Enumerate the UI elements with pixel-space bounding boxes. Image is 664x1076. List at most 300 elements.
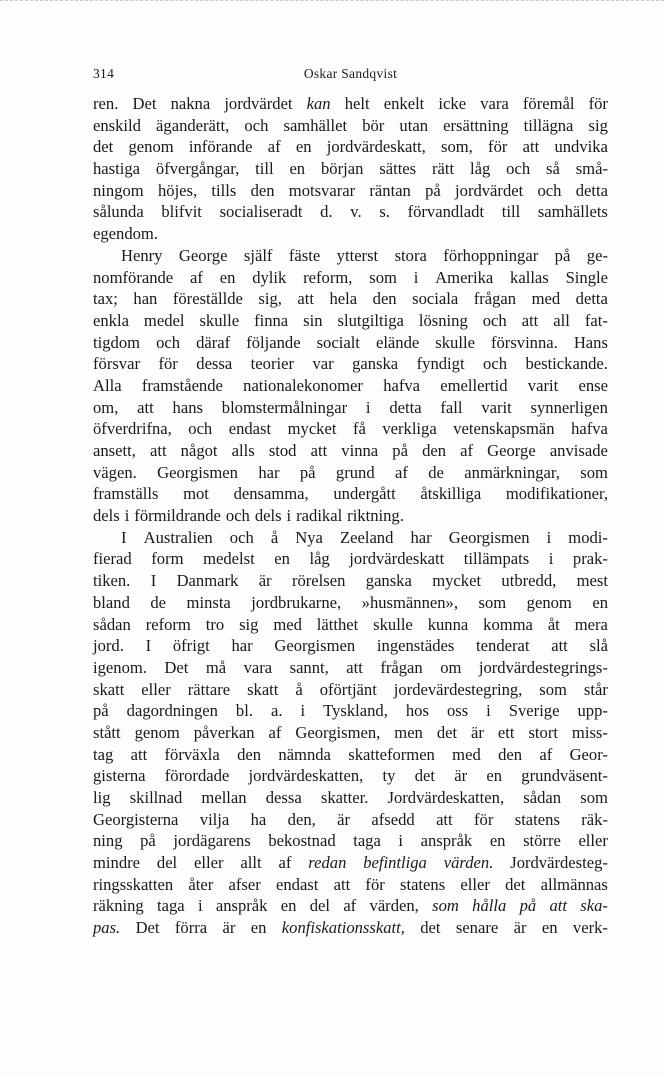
text-line: [93, 353, 608, 375]
word: fall: [440, 397, 463, 417]
word: George: [178, 245, 228, 265]
word: nämnda: [278, 744, 331, 764]
word: nakna: [170, 94, 211, 113]
word: »husmännen»,: [361, 592, 458, 612]
word: som: [580, 788, 608, 807]
word: I: [121, 527, 127, 547]
word: i: [286, 506, 292, 526]
text-line: [93, 895, 608, 917]
word: gisterna: [93, 766, 146, 786]
word: Sverige: [508, 701, 560, 721]
word: afsedd: [371, 809, 415, 829]
word: ense: [578, 375, 608, 395]
word: mot: [183, 484, 209, 504]
text-line: [93, 765, 608, 787]
word: skillnad: [129, 788, 183, 807]
word: om: [440, 657, 462, 677]
word: v.: [350, 202, 362, 222]
word: äganderätt,: [156, 115, 230, 135]
word: utan: [399, 115, 428, 135]
word: är: [471, 722, 484, 742]
word: införande: [188, 137, 253, 157]
text-line: [93, 917, 608, 939]
word: förra: [174, 918, 208, 938]
word: för: [158, 354, 178, 374]
word: dels: [93, 506, 120, 526]
text-line: [93, 223, 608, 245]
word: detta: [389, 397, 422, 417]
word: att: [522, 137, 540, 157]
word: befintliga: [363, 853, 427, 873]
word: en: [219, 267, 236, 287]
word: Georgisterna: [93, 809, 179, 829]
word: allmännas: [540, 874, 608, 894]
word: något: [180, 441, 218, 460]
word: vetenskapsmän: [453, 419, 555, 439]
word: Jordvärdeskatten,: [387, 788, 505, 807]
word: å: [270, 527, 279, 547]
word: emellertid: [440, 375, 508, 395]
word: ty: [382, 766, 396, 786]
word: Det: [132, 94, 157, 113]
text-line: [93, 483, 608, 505]
word: af: [343, 896, 357, 916]
word: för: [588, 94, 608, 113]
word: står: [583, 679, 608, 699]
word: samhällets: [537, 202, 608, 222]
word: ingenstädes: [376, 636, 455, 656]
word: slå: [589, 636, 608, 656]
word: försvinna.: [490, 332, 558, 352]
word: dagordningen: [126, 701, 218, 721]
word: sin: [303, 310, 323, 330]
word: vägen.: [93, 462, 137, 482]
word: en: [592, 592, 608, 612]
word: anvisade: [549, 441, 608, 460]
word: en: [486, 766, 503, 786]
word: till: [501, 202, 521, 222]
word: tills: [211, 180, 237, 200]
word: a.: [270, 701, 283, 721]
word: jordägarens: [173, 831, 251, 851]
word: att: [149, 441, 167, 460]
word: till: [255, 159, 274, 179]
word: oförtjänt: [319, 679, 377, 699]
word: undergått: [333, 484, 396, 504]
word: all: [553, 310, 570, 330]
word: kan: [306, 94, 331, 113]
word: allt: [240, 853, 262, 873]
word: eller: [460, 874, 490, 894]
word: eller: [141, 679, 171, 699]
word: små-: [575, 159, 608, 179]
text-line: [93, 830, 608, 852]
word: afser: [228, 874, 261, 894]
word: dels: [254, 506, 282, 526]
word: blifvit: [161, 202, 202, 222]
word: sannt,: [289, 657, 329, 677]
word: framställs: [93, 484, 159, 504]
word: den: [237, 744, 262, 764]
word: en: [250, 918, 267, 938]
word: att: [436, 809, 453, 829]
word: anspråk: [215, 896, 268, 916]
word: George: [487, 441, 536, 460]
word: föreställde: [172, 289, 243, 309]
word: vilja: [199, 809, 230, 829]
word: de: [150, 592, 167, 612]
word: ett: [497, 722, 515, 742]
word: må: [205, 657, 227, 677]
word: af: [460, 441, 474, 460]
word: hafva: [571, 419, 608, 439]
word: början: [320, 159, 364, 179]
word: att: [551, 636, 568, 656]
word: på: [425, 180, 441, 200]
word: tillämpats: [463, 549, 530, 569]
word: att: [333, 874, 351, 894]
word: är: [258, 571, 272, 591]
word: taga: [353, 831, 381, 851]
word: Georgismen: [157, 462, 238, 482]
word: icke: [438, 94, 467, 113]
word: upp-: [577, 701, 608, 721]
word: den: [422, 441, 447, 460]
word: hos: [405, 701, 429, 721]
word: samhället: [283, 115, 348, 135]
word: frågan: [473, 289, 517, 309]
word: helt: [344, 94, 370, 113]
word: ansett,: [93, 441, 136, 460]
text-line: [93, 809, 608, 831]
word: på: [392, 441, 408, 460]
word: blomstermålningar: [221, 397, 348, 417]
word: jordbrukarne,: [251, 592, 342, 612]
word: modi-: [568, 527, 608, 547]
word: i: [546, 527, 552, 547]
word: värden,: [369, 896, 419, 916]
word: en: [274, 549, 290, 569]
word: det: [436, 722, 458, 742]
word: få: [352, 419, 366, 439]
word: i: [365, 397, 371, 417]
word: Georgismen: [274, 636, 356, 656]
text-line: [93, 136, 608, 158]
text-line: [93, 267, 608, 289]
word: och: [482, 310, 507, 330]
word: anmärkningar,: [464, 462, 560, 482]
word: som: [478, 592, 507, 612]
word: medel: [143, 310, 185, 330]
word: för: [474, 809, 494, 829]
word: jord.: [93, 636, 124, 656]
word: Danmark: [176, 571, 239, 591]
word: som: [580, 462, 608, 482]
word: hela: [329, 289, 358, 309]
word: stod: [268, 441, 297, 460]
word: Geor-: [569, 744, 608, 764]
word: den: [498, 744, 523, 764]
word: Georgismen,: [295, 722, 381, 742]
word: för: [365, 874, 385, 894]
word: alls: [231, 441, 255, 460]
word: själf: [243, 245, 273, 265]
text-line: [93, 505, 608, 527]
word: den: [372, 289, 397, 309]
word: teorier: [250, 354, 294, 374]
word: ge-: [586, 245, 608, 265]
word: förhoppningar: [443, 245, 539, 265]
scan-edge: [0, 0, 664, 4]
word: skatt: [247, 679, 279, 699]
word: på: [93, 701, 109, 721]
word: att: [346, 657, 363, 677]
word: egendom.: [93, 224, 158, 244]
word: socialiseradt: [219, 202, 303, 222]
word: det: [93, 137, 114, 157]
word: genom: [128, 137, 174, 157]
word: det: [505, 874, 526, 894]
word: oss: [446, 701, 469, 721]
word: räntan: [369, 180, 411, 200]
word: hafva: [383, 375, 421, 395]
text-line: [93, 787, 608, 809]
word: med: [531, 289, 561, 309]
word: grundväsent-: [521, 766, 608, 786]
word: genom: [134, 722, 180, 742]
word: bestickande.: [525, 354, 608, 374]
word: hastiga: [93, 159, 141, 179]
word: jordvärdeskatten,: [248, 766, 364, 786]
word: jordvärdestegrings-: [478, 657, 608, 677]
word: vara: [480, 94, 509, 113]
word: lig: [93, 788, 111, 807]
word: att: [130, 744, 148, 764]
word: det: [414, 766, 435, 786]
word: öfvergångar,: [155, 159, 240, 179]
word: ringsskatten: [93, 874, 174, 894]
word: mest: [576, 571, 608, 591]
text-line: [93, 592, 608, 614]
word: bland: [93, 592, 130, 612]
running-head: Oskar Sandqvist: [303, 66, 398, 81]
word: som: [539, 679, 567, 699]
word: och: [156, 332, 181, 352]
word: de: [428, 462, 444, 482]
word: mellan: [201, 788, 247, 807]
word: och: [506, 159, 531, 179]
text-line: [93, 679, 608, 701]
word: tax;: [93, 289, 118, 309]
word: har: [410, 527, 432, 547]
word: elände: [375, 332, 420, 352]
word: Nya: [295, 527, 323, 547]
text-line: [93, 201, 608, 223]
word: och: [188, 419, 213, 439]
word: att: [310, 441, 328, 460]
word: enkelt: [383, 94, 425, 113]
word: densamma,: [233, 484, 309, 504]
word: öfverdrifna,: [93, 419, 172, 439]
word: sådan: [93, 614, 131, 634]
word: del: [156, 853, 178, 873]
word: rörelsen: [291, 571, 346, 591]
word: socialt: [316, 332, 360, 352]
word: eller: [194, 853, 224, 873]
word: konfiskationsskatt,: [281, 918, 405, 938]
word: statens: [514, 809, 560, 829]
word: Alla: [93, 375, 122, 395]
word: höjes,: [157, 180, 198, 200]
word: Henry: [121, 245, 163, 265]
word: sociala: [412, 289, 459, 309]
text-line: [93, 180, 608, 202]
word: d.: [320, 202, 333, 222]
word: Georgismen: [448, 527, 530, 547]
word: att: [549, 896, 567, 916]
word: om,: [93, 397, 119, 417]
word: och: [483, 354, 507, 374]
text-line: [93, 527, 608, 549]
word: nationalekonomer: [243, 375, 363, 395]
word: genom: [526, 592, 572, 612]
word: taga: [157, 896, 185, 916]
word: Australien: [143, 527, 213, 547]
word: minsta: [186, 592, 231, 612]
word: ren.: [93, 94, 119, 113]
word: I: [145, 636, 152, 656]
word: form: [151, 549, 184, 569]
word: fäste: [288, 245, 321, 265]
word: modifikationer,: [505, 484, 608, 504]
text-line: [93, 397, 608, 419]
word: skatter.: [320, 788, 369, 807]
word: i: [398, 831, 404, 851]
word: radikal: [296, 506, 343, 526]
word: skatteformen: [348, 744, 435, 764]
word: Zeeland: [339, 527, 394, 547]
word: lösning: [418, 310, 468, 330]
word: föremål: [522, 94, 575, 113]
word: Amerika: [435, 267, 494, 287]
word: frågan: [380, 657, 423, 677]
word: tigdom: [93, 332, 141, 352]
text-line: [93, 310, 608, 332]
word: den: [250, 180, 275, 200]
word: anspråk: [420, 831, 473, 851]
word: i: [548, 549, 554, 569]
word: ning: [93, 831, 123, 851]
word: påverkan: [193, 722, 255, 742]
word: verkliga: [382, 419, 437, 439]
text-line: [93, 614, 608, 636]
word: skulle: [199, 310, 240, 330]
word: jordvärdet: [224, 94, 293, 113]
word: är: [222, 918, 236, 938]
word: har: [258, 462, 280, 482]
word: reform: [145, 614, 191, 634]
word: vara: [243, 657, 273, 677]
word: en: [280, 896, 297, 916]
word: att: [297, 289, 314, 309]
word: tenderat: [476, 636, 530, 656]
text-line: [93, 332, 608, 354]
word: stora: [394, 245, 427, 265]
word: ha: [250, 809, 267, 829]
word: af: [539, 744, 553, 764]
word: på: [554, 245, 571, 265]
word: ersättning: [443, 115, 509, 135]
word: enkla: [93, 310, 129, 330]
word: öfrigt: [172, 636, 210, 656]
word: af: [267, 137, 281, 157]
word: så: [546, 159, 560, 179]
word: i: [197, 896, 203, 916]
word: på: [299, 462, 316, 482]
word: vinna: [341, 441, 379, 460]
word: af: [190, 267, 203, 287]
text-line: [93, 700, 608, 722]
word: Single: [565, 267, 608, 287]
word: stort: [528, 722, 558, 742]
text-line: [93, 245, 608, 267]
word: jordvärdeskatt,: [326, 137, 426, 157]
word: af: [394, 462, 408, 482]
word: finna: [254, 310, 289, 330]
text-line: [93, 852, 608, 874]
word: och: [225, 506, 250, 526]
word: är: [513, 918, 527, 938]
word: med: [452, 744, 481, 764]
text-line: [93, 548, 608, 570]
word: utbredd,: [501, 571, 557, 591]
word: Det: [164, 657, 189, 677]
word: mycket: [432, 571, 482, 591]
word: i: [486, 701, 491, 721]
word: värden.: [443, 853, 494, 873]
word: jordvärdet: [455, 180, 524, 200]
word: för: [488, 137, 508, 157]
word: och: [229, 527, 254, 547]
word: däraf: [196, 332, 231, 352]
word: en: [489, 831, 506, 851]
word: tro: [205, 614, 225, 634]
word: som,: [441, 137, 473, 157]
word: statens: [400, 874, 446, 894]
text-line: [93, 635, 608, 657]
word: som: [369, 267, 397, 287]
word: att: [521, 310, 539, 330]
text-line: [93, 874, 608, 896]
word: nomförande: [93, 267, 174, 287]
word: större: [523, 831, 561, 851]
word: prak-: [572, 549, 608, 569]
word: rätt: [432, 159, 455, 179]
word: åt: [547, 614, 560, 634]
word: försvar: [93, 354, 140, 374]
word: mycket: [287, 419, 337, 439]
word: åtskilliga: [420, 484, 482, 504]
word: mera: [574, 614, 608, 634]
word: och: [244, 115, 269, 135]
word: att: [137, 397, 154, 417]
page-number: 314: [93, 66, 115, 81]
word: åter: [188, 874, 214, 894]
word: komma: [483, 614, 533, 634]
word: s.: [379, 202, 390, 222]
page-header: [93, 66, 608, 86]
word: framstående: [141, 375, 223, 395]
